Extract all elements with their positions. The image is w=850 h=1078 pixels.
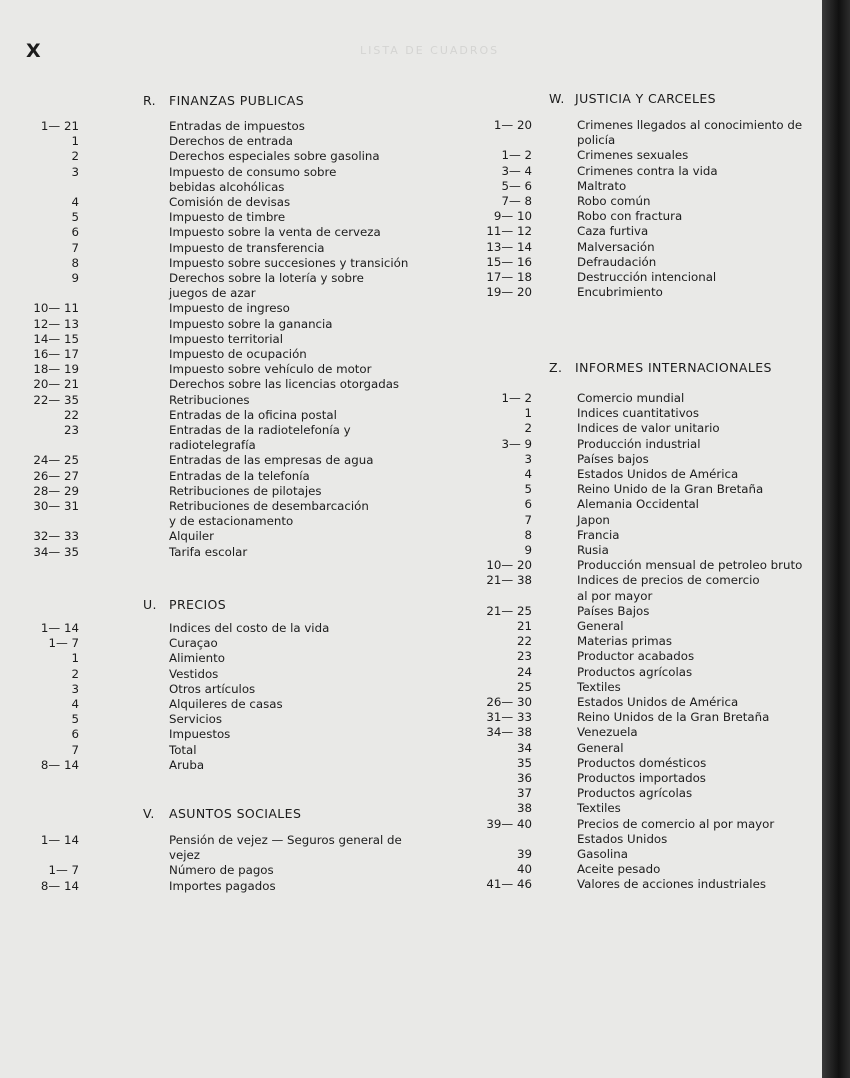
entry-title: Alquiler — [169, 529, 214, 544]
entry-table-number: 3 — [71, 164, 79, 179]
entry-table-number: 21 — [516, 619, 532, 633]
entry-table-number: 39 — [516, 847, 532, 861]
entry-table-number: 32— 33 — [33, 529, 79, 544]
section-letter: Z. — [549, 360, 563, 375]
entry-title: Impuesto de consumo sobre — [169, 164, 337, 179]
entry-table-number: 8— 14 — [40, 878, 79, 893]
entry-title: Impuesto territorial — [169, 331, 284, 346]
entry-title: Venezuela — [577, 725, 638, 740]
section-name: ASUNTOS SOCIALES — [169, 806, 302, 821]
entry-table-number: 1— 7 — [48, 863, 79, 878]
entry-table-number: 23 — [63, 423, 79, 437]
entry-title: vejez — [169, 848, 200, 863]
entry-table-number: 23 — [516, 649, 532, 664]
entry-table-number: 3 — [524, 451, 532, 466]
entry-table-number: 41— 46 — [486, 877, 532, 892]
entry-title: y de estacionamento — [169, 514, 294, 529]
entry-table-number: 26— 27 — [33, 468, 79, 483]
entry-title: Estados Unidos de América — [577, 467, 739, 481]
entry-title: al por mayor — [577, 588, 653, 603]
entry-table-number: 5 — [71, 210, 79, 225]
entry-title: Reino Unidos de la Gran Bretaña — [577, 710, 770, 725]
entry-table-number: 40 — [516, 862, 532, 877]
entry-title: Estados Unidos — [577, 831, 668, 846]
entry-title: Impuesto de transferencia — [169, 240, 325, 255]
entry-title: Impuesto sobre succesiones y transición — [169, 255, 409, 270]
entry-title: Indices cuantitativos — [577, 406, 700, 421]
entry-table-number: 4 — [524, 467, 532, 481]
section-letter: U. — [143, 597, 157, 612]
book-spine — [822, 0, 850, 1078]
entry-table-number: 18— 19 — [33, 362, 79, 377]
entry-title: Crimenes sexuales — [577, 148, 689, 163]
entry-table-number: 17— 18 — [486, 270, 532, 284]
entry-title: Impuesto de ingreso — [169, 301, 290, 316]
entry-title: Francia — [577, 527, 620, 542]
entry-title: Vestidos — [169, 666, 219, 681]
entry-title: Defraudación — [577, 254, 657, 269]
entry-table-number: 1— 14 — [40, 833, 79, 847]
entry-table-number: 5 — [71, 712, 79, 727]
page-letter: X — [26, 40, 41, 62]
entry-table-number: 7 — [71, 742, 79, 757]
entry-title: Derechos sobre las licencias otorgadas — [169, 377, 400, 392]
entry-table-number: 7 — [524, 512, 532, 527]
entry-title: Productor acabados — [577, 649, 695, 664]
entry-title: Indices de precios de comercio — [577, 573, 760, 588]
section-letter: V. — [143, 806, 155, 821]
entry-title: Producción mensual de petroleo bruto — [577, 558, 803, 573]
entry-table-number: 1— 2 — [501, 391, 532, 405]
entry-title: Total — [169, 742, 197, 757]
entry-table-number: 1— 20 — [493, 118, 532, 132]
section-name: FINANZAS PUBLICAS — [169, 93, 305, 108]
entry-title: Encubrimiento — [577, 285, 663, 300]
entry-title: General — [577, 740, 624, 755]
entry-title: Comisión de devisas — [169, 195, 291, 209]
entry-table-number: 1— 2 — [501, 148, 532, 163]
entry-title: Valores de acciones industriales — [577, 877, 766, 892]
entry-table-number: 37 — [516, 786, 532, 801]
entry-table-number: 24 — [516, 664, 532, 679]
entry-title: Impuesto de ocupación — [169, 347, 307, 361]
entry-table-number: 1— 14 — [40, 621, 79, 635]
entry-title: Impuesto sobre la venta de cerveza — [169, 225, 381, 240]
entry-title: Entradas de la telefonía — [169, 468, 310, 483]
entry-table-number: 3— 4 — [501, 163, 532, 178]
section-name: JUSTICIA Y CARCELES — [575, 91, 717, 106]
entry-title: Alquileres de casas — [169, 697, 283, 711]
entry-title: Estados Unidos de América — [577, 695, 739, 709]
entry-table-number: 35 — [516, 755, 532, 770]
entry-table-number: 13— 14 — [486, 239, 532, 254]
entry-title: Servicios — [169, 712, 222, 727]
entry-table-number: 28— 29 — [33, 483, 79, 498]
entry-title: Importes pagados — [169, 878, 276, 893]
entry-table-number: 3 — [71, 681, 79, 696]
entry-table-number: 12— 13 — [33, 316, 79, 331]
entry-table-number: 34 — [516, 740, 532, 755]
entry-title: juegos de azar — [169, 286, 256, 301]
entry-title: Alimiento — [169, 651, 225, 666]
entry-title: Malversación — [577, 239, 655, 254]
section-name: INFORMES INTERNACIONALES — [575, 360, 772, 375]
entry-table-number: 31— 33 — [486, 710, 532, 725]
entry-title: Retribuciones de pilotajes — [169, 483, 322, 498]
section-title — [143, 806, 301, 821]
section-title — [143, 597, 226, 612]
entry-title: Caza furtiva — [577, 224, 649, 239]
entry-table-number: 22 — [63, 407, 79, 422]
section-name: PRECIOS — [169, 597, 227, 612]
entry-title: Robo común — [577, 194, 651, 208]
entry-table-number: 6 — [71, 225, 79, 240]
entry-table-number: 7— 8 — [501, 194, 532, 208]
entry-table-number: 22— 35 — [33, 392, 79, 407]
entry-table-number: 4 — [71, 697, 79, 711]
section-title — [549, 91, 716, 106]
entry-table-number: 5— 6 — [501, 178, 532, 193]
entry-table-number: 38 — [516, 801, 532, 816]
entry-title: Retribuciones — [169, 392, 250, 407]
entry-table-number: 9 — [524, 543, 532, 557]
section-letter: R. — [143, 93, 157, 108]
entry-title: Producción industrial — [577, 436, 701, 451]
entry-table-number: 34— 35 — [33, 544, 79, 559]
entry-table-number: 16— 17 — [33, 347, 79, 361]
entry-table-number: 2 — [524, 421, 532, 436]
entry-title: Aceite pesado — [577, 862, 661, 877]
entry-title: Impuesto sobre la ganancia — [169, 316, 333, 331]
entry-table-number: 9— 10 — [493, 209, 532, 224]
entry-table-number: 1— 7 — [48, 636, 79, 651]
entry-table-number: 20— 21 — [33, 377, 79, 392]
section-letter: W. — [549, 91, 565, 106]
entry-title: Entradas de las empresas de agua — [169, 453, 374, 468]
entry-title: Alemania Occidental — [577, 497, 699, 512]
entry-title: Entradas de la oficina postal — [169, 407, 337, 422]
entry-table-number: 6 — [71, 727, 79, 742]
entry-title: Impuesto sobre vehículo de motor — [169, 362, 372, 377]
entry-title: Japon — [577, 512, 610, 527]
entry-table-number: 8— 14 — [40, 757, 79, 772]
entry-table-number: 10— 20 — [486, 558, 532, 573]
entry-table-number: 24— 25 — [33, 453, 79, 468]
entry-title: Rusia — [577, 543, 609, 557]
entry-table-number: 14— 15 — [33, 331, 79, 346]
entry-title: Entradas de impuestos — [169, 119, 305, 133]
entry-title: Textiles — [577, 679, 621, 694]
entry-title: Destrucción intencional — [577, 270, 717, 284]
entry-title: Indices del costo de la vida — [169, 621, 330, 635]
entry-title: Aruba — [169, 757, 205, 772]
entry-title: Entradas de la radiotelefonía y — [169, 423, 351, 437]
entry-title: Textiles — [577, 801, 621, 816]
entry-title: Productos importados — [577, 771, 706, 785]
entry-title: Derechos de entrada — [169, 134, 293, 149]
section-title — [143, 93, 304, 108]
entry-table-number: 1 — [71, 134, 79, 149]
entry-table-number: 30— 31 — [33, 499, 79, 513]
entry-title: Maltrato — [577, 178, 627, 193]
entry-table-number: 8 — [524, 527, 532, 542]
entry-title: Precios de comercio al por mayor — [577, 816, 775, 831]
entry-table-number: 8 — [71, 255, 79, 270]
entry-title: Reino Unido de la Gran Bretaña — [577, 482, 764, 497]
entry-title: General — [577, 619, 624, 633]
entry-title: Países bajos — [577, 451, 649, 466]
entry-table-number: 21— 38 — [486, 573, 532, 588]
entry-title: Productos agrícolas — [577, 786, 693, 801]
entry-table-number: 6 — [524, 497, 532, 512]
entry-title: Curaçao — [169, 636, 218, 651]
entry-title: Retribuciones de desembarcación — [169, 499, 369, 513]
entry-title: Indices de valor unitario — [577, 421, 720, 436]
entry-table-number: 1 — [71, 651, 79, 666]
entry-title: Derechos sobre la lotería y sobre — [169, 271, 364, 285]
entry-table-number: 39— 40 — [486, 816, 532, 831]
entry-title: Productos domésticos — [577, 755, 707, 770]
entry-table-number: 1— 21 — [40, 119, 79, 133]
entry-table-number: 4 — [71, 195, 79, 209]
entry-table-number: 2 — [71, 149, 79, 164]
entry-table-number: 7 — [71, 240, 79, 255]
entry-table-number: 1 — [524, 406, 532, 421]
entry-title: Número de pagos — [169, 863, 274, 878]
entry-title: Gasolina — [577, 847, 628, 861]
entry-title: Materias primas — [577, 634, 673, 649]
bleed-through-heading: LISTA DE CUADROS — [360, 44, 500, 57]
entry-table-number: 19— 20 — [486, 285, 532, 300]
entry-title: policía — [577, 133, 616, 148]
section-title — [549, 360, 772, 375]
entry-table-number: 22 — [516, 634, 532, 649]
entry-table-number: 34— 38 — [486, 725, 532, 740]
entry-title: Crimenes llegados al conocimiento de — [577, 118, 803, 132]
entry-table-number: 9 — [71, 271, 79, 285]
entry-title: Crimenes contra la vida — [577, 163, 718, 178]
entry-title: Impuestos — [169, 727, 231, 742]
entry-title: Tarifa escolar — [169, 544, 248, 559]
entry-title: Pensión de vejez — Seguros general de — [169, 833, 402, 847]
entry-title: Países Bajos — [577, 603, 650, 618]
entry-table-number: 5 — [524, 482, 532, 497]
entry-title: radiotelegrafía — [169, 438, 256, 453]
entry-table-number: 26— 30 — [486, 695, 532, 709]
entry-table-number: 3— 9 — [501, 436, 532, 451]
entry-table-number: 21— 25 — [486, 603, 532, 618]
entry-table-number: 2 — [71, 666, 79, 681]
entry-title: Productos agrícolas — [577, 664, 693, 679]
entry-title: bebidas alcohólicas — [169, 179, 285, 194]
entry-table-number: 36 — [516, 771, 532, 785]
entry-title: Impuesto de timbre — [169, 210, 286, 225]
entry-title: Derechos especiales sobre gasolina — [169, 149, 380, 164]
entry-table-number: 10— 11 — [33, 301, 79, 316]
entry-table-number: 25 — [516, 679, 532, 694]
entry-title: Comercio mundial — [577, 391, 685, 405]
entry-title: Otros artículos — [169, 681, 256, 696]
entry-title: Robo con fractura — [577, 209, 683, 224]
entry-table-number: 11— 12 — [486, 224, 532, 239]
entry-table-number: 15— 16 — [486, 254, 532, 269]
